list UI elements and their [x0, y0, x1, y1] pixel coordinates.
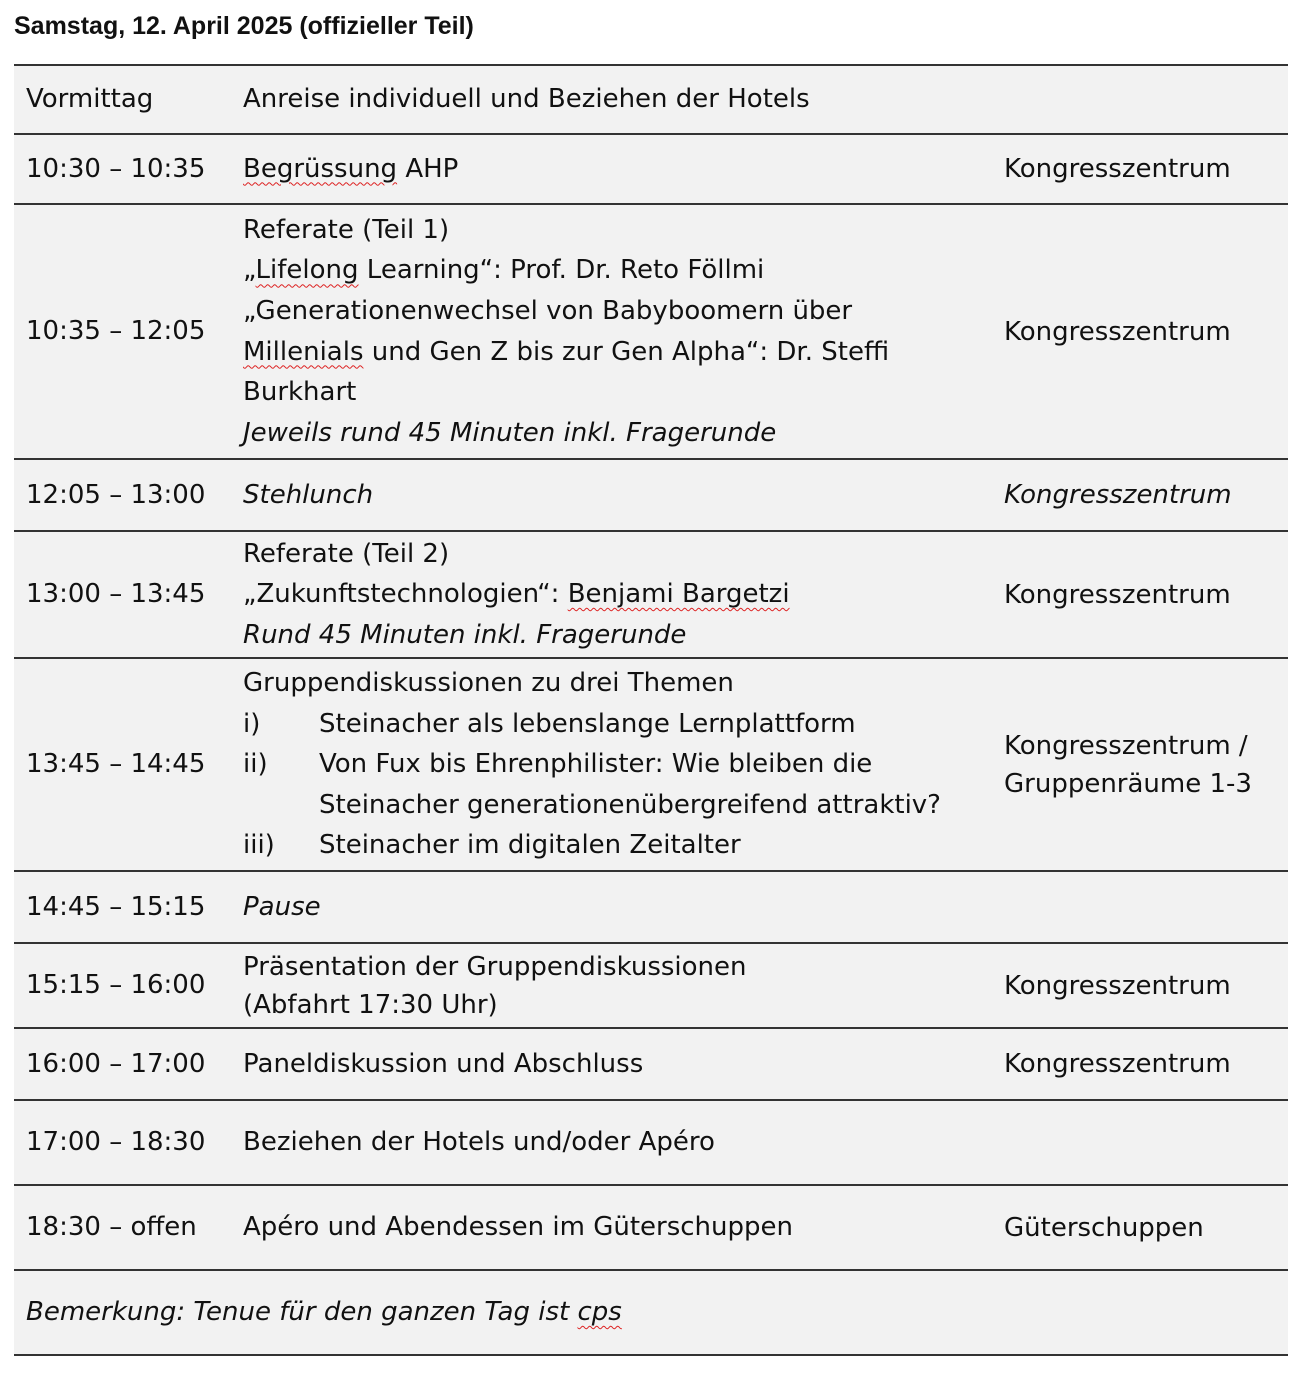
location-cell: Kongresszentrum [1004, 970, 1231, 1001]
description-cell: Referate (Teil 2) „Zukunftstechnologien“: Benjami Bargetzi Rund 45 Minuten inkl. Fragerunde [243, 538, 790, 650]
location-cell: Kongresszentrum [1004, 1049, 1231, 1079]
table-row [14, 1101, 1288, 1186]
spellcheck-word: cps [577, 1297, 622, 1328]
time-cell: 18:30 – offen [26, 1212, 197, 1243]
location-cell: Kongresszentrum [1004, 480, 1232, 510]
description-cell: Gruppendiskussionen zu drei Themen i) Steinacher als lebenslange Lernplattform ii) Von Fux bis Ehrenphilister: Wie bleiben die Steinacher generationenübergreifend attraktiv? iii) Steinacher im digitalen Zeitalter [243, 659, 995, 870]
table-row [14, 1029, 1288, 1101]
time-cell: 13:00 – 13:45 [26, 579, 206, 610]
table-row [14, 1186, 1288, 1271]
spellcheck-word: Benjami Bargetzi [567, 579, 790, 610]
description-cell: Begrüssung AHP [243, 153, 459, 184]
location-cell: Kongresszentrum [1004, 579, 1231, 610]
list-item: iii) Steinacher im digitalen Zeitalter [243, 830, 741, 861]
description-cell: Anreise individuell und Beziehen der Hotels [243, 84, 810, 115]
time-cell: 17:00 – 18:30 [26, 1127, 206, 1158]
table-row [14, 872, 1288, 944]
table-row [14, 205, 1288, 460]
table-row [14, 944, 1288, 1029]
time-cell: 10:35 – 12:05 [26, 316, 206, 347]
list-item: i) Steinacher als lebenslange Lernplattform [243, 708, 856, 739]
spellcheck-word: Begrüssung [243, 153, 398, 184]
description-cell: Stehlunch [243, 479, 374, 510]
note-row [14, 1271, 1288, 1356]
time-cell: Vormittag [26, 84, 154, 115]
location-cell: Kongresszentrum [1004, 316, 1231, 347]
spellcheck-word: Lifelong [255, 255, 359, 286]
table-row [14, 532, 1288, 659]
description-cell: Beziehen der Hotels und/oder Apéro [243, 1127, 715, 1158]
location-cell: Güterschuppen [1004, 1212, 1204, 1243]
table-row [14, 460, 1288, 532]
description-cell: Präsentation der Gruppendiskussionen (Abfahrt 17:30 Uhr) [243, 951, 747, 1020]
time-cell: 10:30 – 10:35 [26, 153, 206, 184]
description-cell: Pause [243, 891, 321, 922]
time-cell: 12:05 – 13:00 [26, 479, 206, 510]
location-cell: Kongresszentrum [1004, 154, 1231, 184]
location-cell: Kongresszentrum / Gruppenräume 1-3 [1004, 730, 1252, 799]
description-cell: Paneldiskussion und Abschluss [243, 1048, 644, 1079]
time-cell: 15:15 – 16:00 [26, 970, 206, 1001]
time-cell: 16:00 – 17:00 [26, 1048, 206, 1079]
table-row [14, 135, 1288, 205]
table-row [14, 66, 1288, 135]
table-row [14, 659, 1288, 872]
description-cell: Referate (Teil 1) „Lifelong Learning“: Prof. Dr. Reto Föllmi „Generationenwechsel von Babyboomern über Millenials und Gen Z bis zur Gen Alpha“: Dr. Steffi Burkhart Jeweils rund 45 Minuten inkl. Fragerunde [243, 214, 890, 448]
note-cell: Bemerkung: Tenue für den ganzen Tag ist cps [26, 1297, 622, 1328]
location-cell [1004, 66, 1288, 133]
page-title: Samstag, 12. April 2025 (offizieller Teil) [14, 12, 474, 40]
location-cell [1004, 1101, 1288, 1184]
schedule-table [14, 64, 1288, 1356]
time-cell: 13:45 – 14:45 [26, 749, 206, 780]
time-cell: 14:45 – 15:15 [26, 891, 206, 922]
description-cell: Apéro und Abendessen im Güterschuppen [243, 1212, 793, 1243]
list-item: ii) Von Fux bis Ehrenphilister: Wie bleiben die [243, 749, 873, 780]
spellcheck-word: Millenials [243, 336, 364, 367]
location-cell [1004, 872, 1288, 942]
list-item: Steinacher generationenübergreifend attraktiv? [319, 789, 941, 820]
